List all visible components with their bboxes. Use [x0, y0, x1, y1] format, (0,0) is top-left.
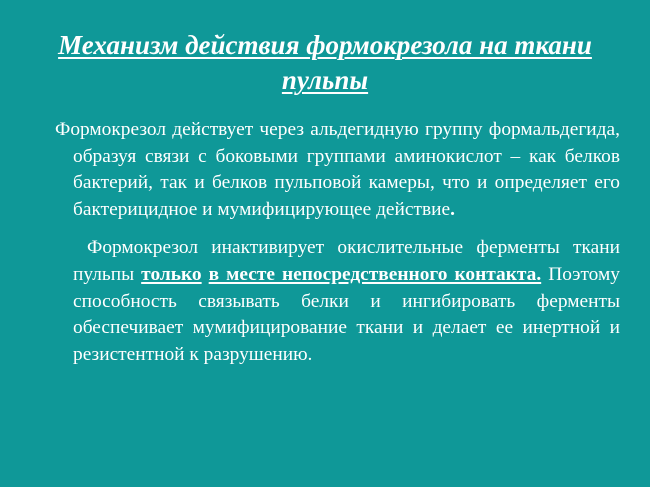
emphasis-direct-contact: в месте непосредственного контакта. [208, 263, 542, 285]
slide-title: Механизм действия формокрезола на ткани пульпы [58, 30, 592, 95]
paragraph-inactivation [55, 235, 620, 368]
paragraph-mechanism-text: Формокрезол действует через альдегидную группу формальдегида, образуя связи с боковыми группами аминокислот – как белков бактерий, так и белков пульповой камеры, что и определяет его бактерицидное и мумифицирующее действие [55, 119, 620, 220]
paragraph-inactivation-lead: Формокрезол инактивирует окислительные ферменты ткани пульпы [73, 237, 620, 285]
paragraph-inactivation-rest: Поэтому способность связывать белки и ингибировать ферменты обеспечивает мумифицирование ткани и делает ее инертной и резистентной к разрушению. [73, 263, 620, 365]
slide-body [55, 117, 620, 368]
paragraph-mechanism-end: . [450, 198, 455, 220]
emphasis-separator [202, 264, 209, 285]
emphasis-only: только [141, 263, 202, 285]
paragraph-mechanism [55, 117, 620, 223]
